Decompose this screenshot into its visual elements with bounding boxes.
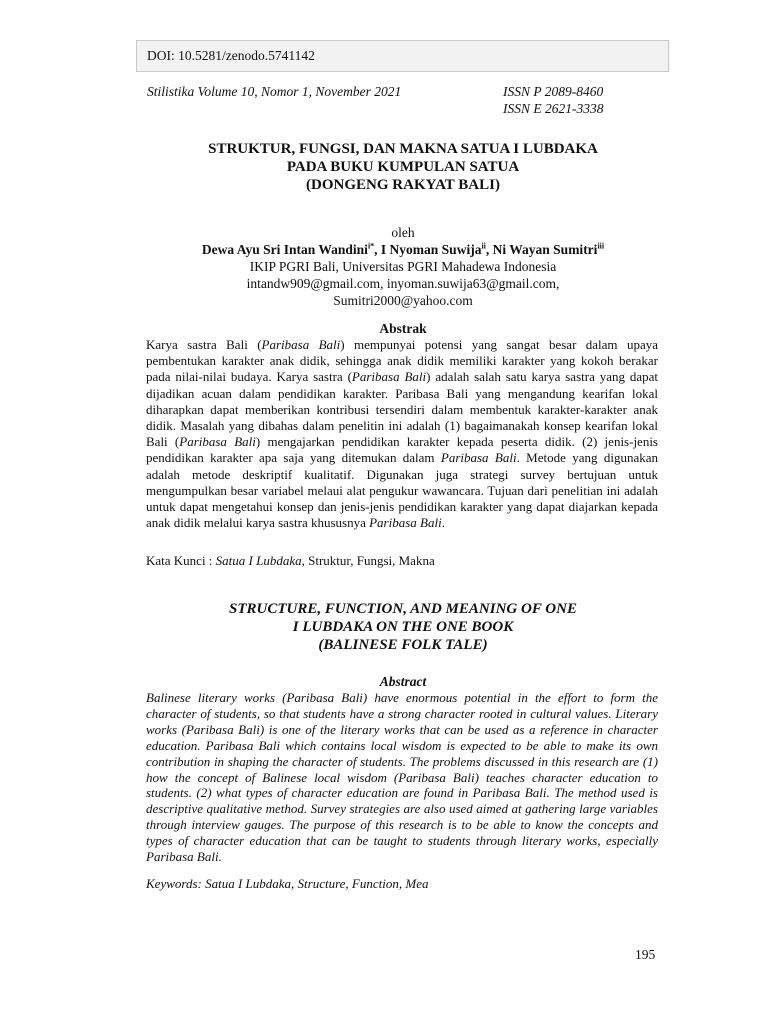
abstract-id-term: Paribasa Bali — [369, 515, 442, 531]
title-en-line-3: (BALINESE FOLK TALE) — [318, 637, 488, 653]
author-3-mark: iii — [597, 241, 605, 251]
page-number: 195 — [635, 947, 656, 962]
journal-info: Stilistika Volume 10, Nomor 1, November 2021 — [147, 84, 402, 99]
title-id-line-1: STRUKTUR, FUNGSI, DAN MAKNA SATUA I LUBDAKA — [208, 141, 598, 157]
title-en-line-2: I LUBDAKA ON THE ONE BOOK — [292, 619, 514, 635]
abstract-id-text: Karya sastra Bali ( — [146, 337, 262, 352]
abstract-id-term: Paribasa Bali — [261, 337, 341, 352]
abstract-id-body — [146, 337, 658, 531]
title-id-line-2: PADA BUKU KUMPULAN SATUA — [286, 159, 520, 175]
abstract-id-heading: Abstrak — [379, 321, 427, 336]
abstract-id-term: Paribasa Bali — [351, 369, 427, 385]
author-1: Dewa Ayu Sri Intan Wandini — [201, 242, 368, 257]
abstract-id-text: ) mempunyai potensi yang sangat besar dalam upaya pembentukan karakter anak didik, sehingga anak didik memiliki karakter yang kokoh berakar pada nilai-nilai budaya. Karya sastra ( — [146, 337, 658, 385]
keywords-en: Keywords: Satua I Lubdaka, Structure, Function, Mea — [146, 876, 429, 891]
keywords-id — [146, 553, 435, 569]
abstract-id-text: ) adalah salah satu karya sastra yang dapat dijadikan acuan dalam pendidikan karakter. Paribasa Bali yang mengandung kearifan lokal diharapkan dapat memberikan kontribusi tersendiri dalam membentuk karakter-karakter anak didik. Masalah yang dibahas dalam penelitin ini adalah (1) bagaimanakah konsep kearifan lokal Bali ( — [146, 369, 659, 450]
author-emails: intandw909@gmail.com, inyoman.suwija63@gmail.com, — [246, 276, 560, 291]
abstract-id-term: Paribasa Bali — [440, 450, 517, 466]
doi-text: DOI: 10.5281/zenodo.5741142 — [147, 48, 315, 63]
authors-block — [100, 224, 706, 309]
abstract-en-text: Balinese literary works (Paribasa Bali) have enormous potential in the effort to form the character of students, so that students have a strong character rooted in cultural values. Literary works (Paribasa Bali) is one of the literary works that can be used as a reference in character education. Paribasa Bali which contains local wisdom is expected to be able to make its own contribution in shaping the character of students. The problems discussed in this research are (1) how the concept of Balinese local wisdom (Paribasa Bali) teaches character education to students. (2) what types of character education are found in Paribasa Bali. The method used is descriptive qualitative method. Survey strategies are also used aimed at gathering large variables through interview gauges. The purpose of this research is to be able to know the concepts and types of character education that can be taught to students through literary works, especially Paribasa Bali. — [146, 690, 658, 865]
author-emails-2: Sumitri2000@yahoo.com — [333, 293, 473, 308]
title-id-line-3: (DONGENG RAKYAT BALI) — [306, 177, 500, 193]
author-names — [100, 241, 706, 258]
keywords-id-label: Kata Kunci : — [146, 553, 216, 568]
abstract-id-text: ) mengajarkan pendidikan karakter kepada peserta didik. (2) jenis-jenis pendidikan karakter apa saja yang ditemukan dalam — [146, 434, 658, 466]
abstract-en-heading — [100, 674, 706, 690]
title-en-line-1: STRUCTURE, FUNCTION, AND MEANING OF ONE — [229, 601, 577, 617]
author-1-mark: i* — [367, 241, 375, 251]
abstract-en-body — [146, 690, 658, 865]
article-title-id — [100, 140, 706, 194]
keywords-id-italic: Satua I Lubdaka — [215, 553, 302, 568]
author-2-mark: ii — [481, 241, 486, 251]
article-title-en — [100, 600, 706, 654]
issn-info — [503, 83, 604, 117]
author-separator: , — [374, 242, 381, 257]
abstract-en-heading-text: Abstract — [379, 674, 427, 689]
doi-box — [136, 40, 669, 72]
keywords-id-rest: , Struktur, Fungsi, Makna — [301, 553, 435, 568]
abstract-id-term: Paribasa Bali — [179, 434, 256, 450]
by-label: oleh — [391, 225, 415, 240]
issn-electronic: ISSN E 2621-3338 — [503, 101, 604, 116]
affiliation: IKIP PGRI Bali, Universitas PGRI Mahadewa Indonesia — [249, 259, 557, 274]
author-separator: , — [485, 242, 493, 257]
author-3: Ni Wayan Sumitri — [492, 242, 598, 257]
abstract-id-text: . — [441, 515, 445, 531]
issn-print: ISSN P 2089-8460 — [503, 84, 604, 99]
abstract-id-text: . Metode yang digunakan adalah metode deskriptif kualitatif. Digunakan juga strategi survey bertujuan untuk mengumpulkan besar variabel melaui alat pengukur wawancara. Tujuan dari penelitian ini adalah untuk dapat mengetahui konsep dan jenis-jenis pendidikan karakter yang dapat diajarkan kepada anak didik melalui karya sastra khususnya — [146, 450, 658, 531]
author-2: I Nyoman Suwija — [380, 242, 482, 257]
